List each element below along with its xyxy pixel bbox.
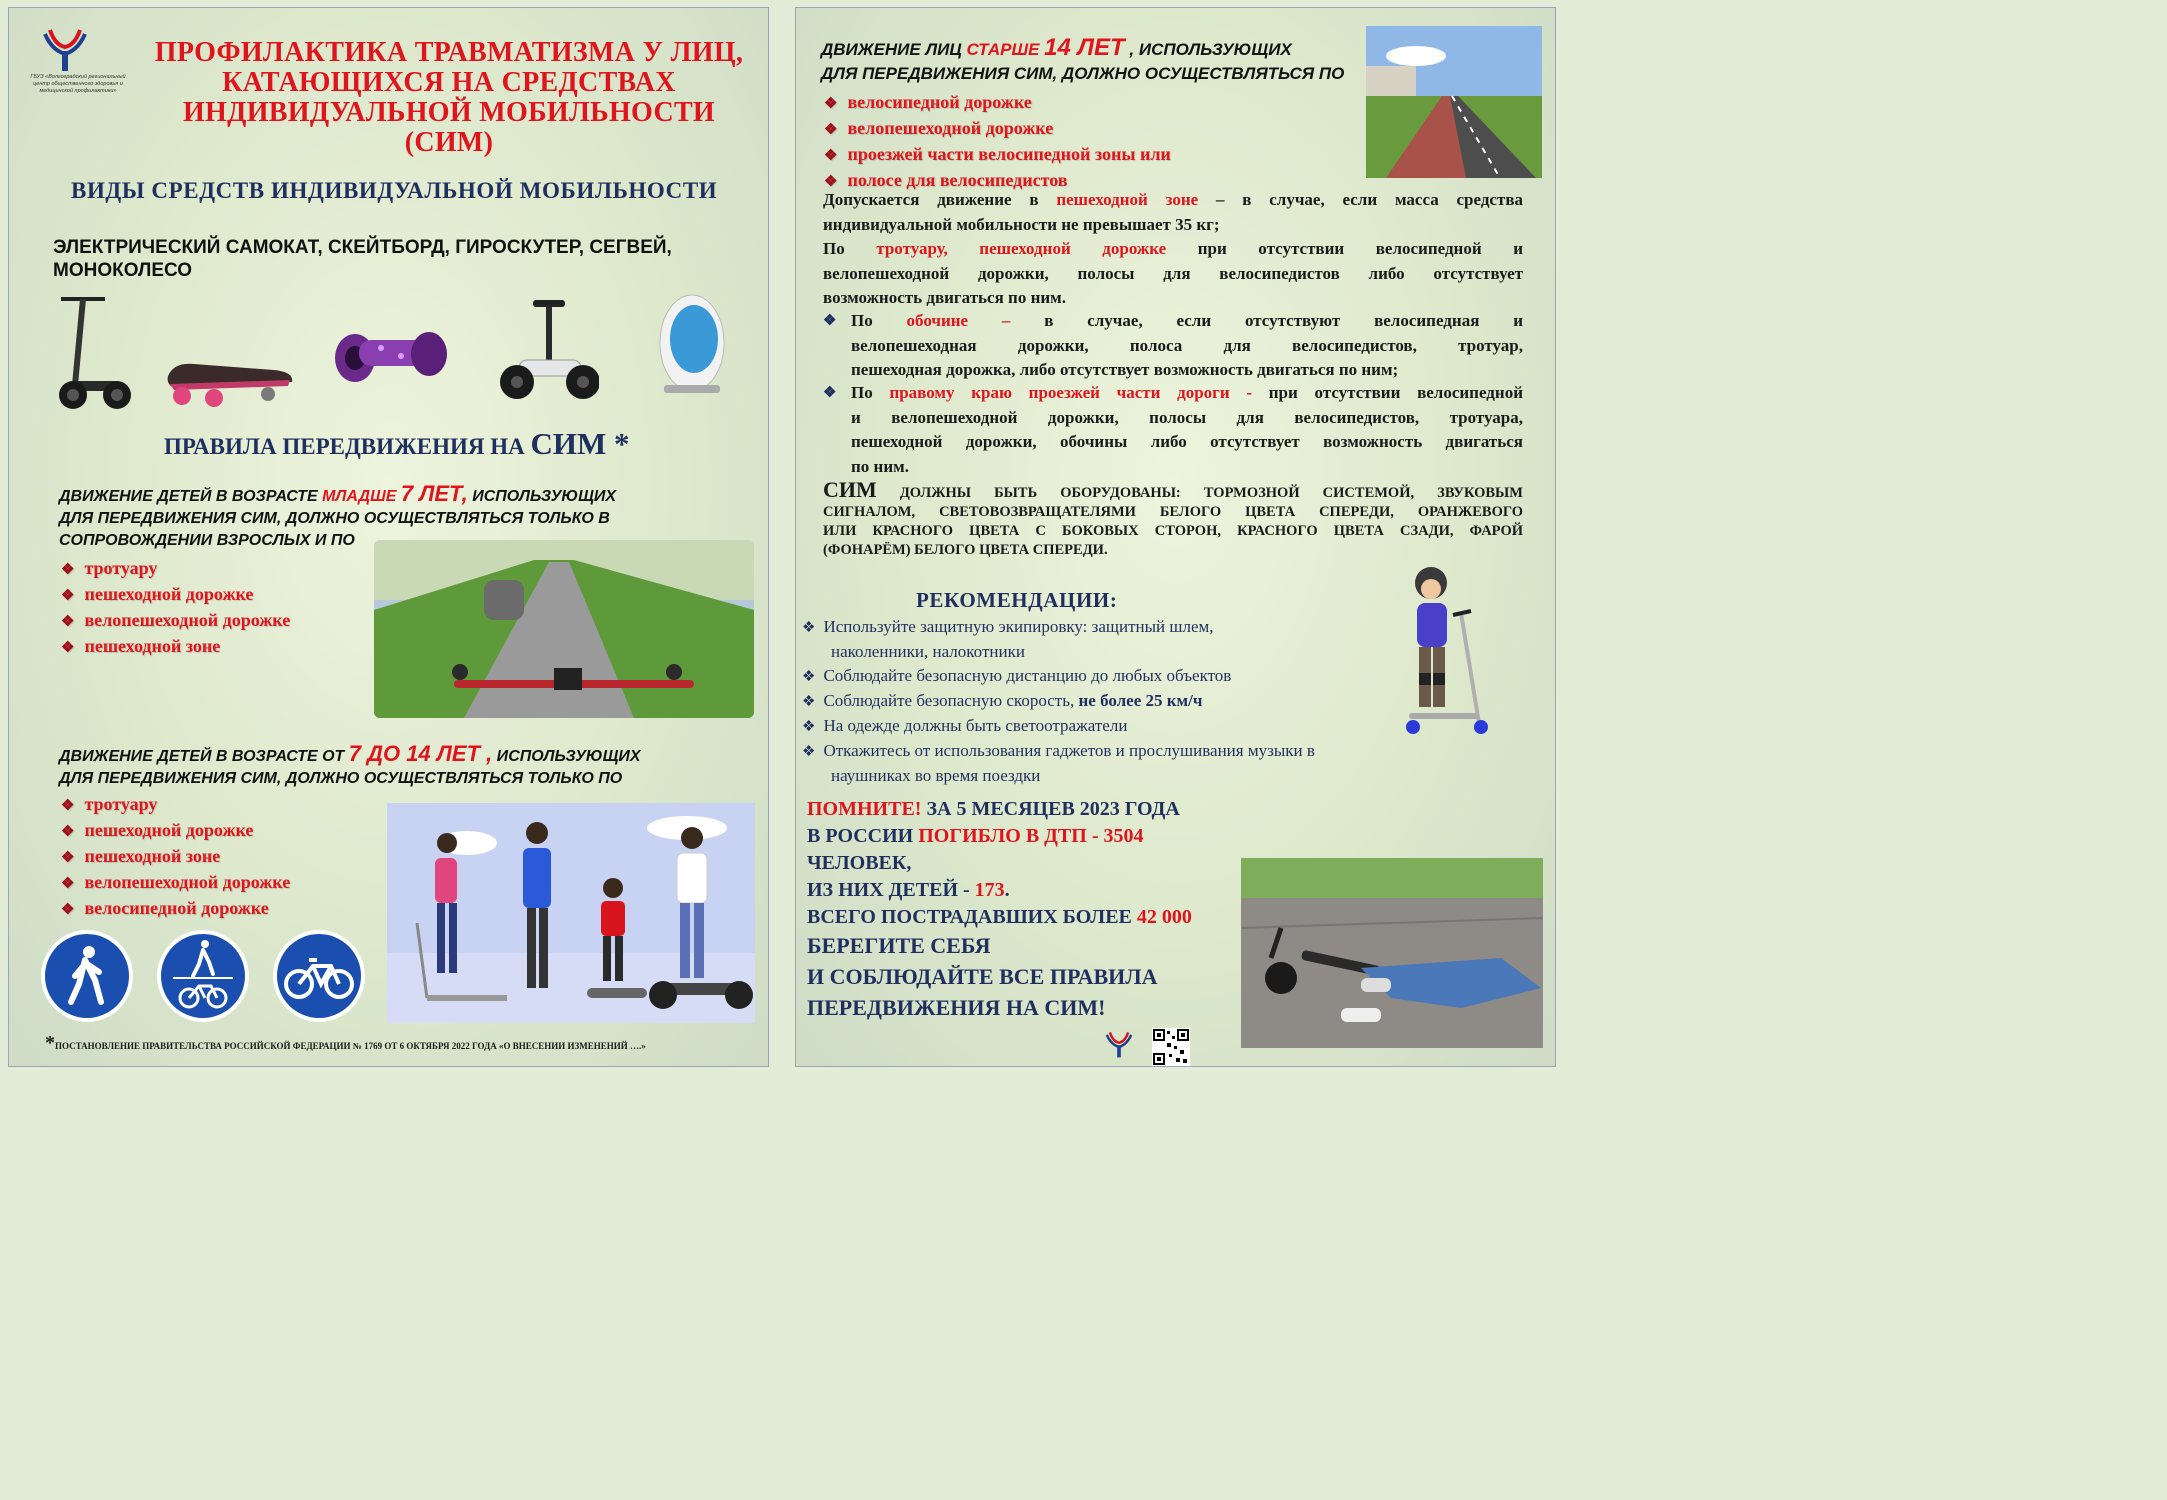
over14-list (824, 90, 1171, 194)
list-item: ❖ пешеходной дорожке (61, 820, 254, 840)
list-item: ❖ Соблюдайте безопасную скорость, не более 25 км/ч (802, 691, 1203, 710)
statistics-block: ПОМНИТЕ! ЗА 5 МЕСЯЦЕВ 2023 ГОДА В РОССИИ ПОГИБЛО В ДТП - 3504 ЧЕЛОВЕК, ИЗ НИХ ДЕТЕЙ - 173. ВСЕГО ПОСТРАДАВШИХ БОЛЕЕ 42 000 (807, 798, 1192, 928)
recommendations-title: РЕКОМЕНДАЦИИ: (916, 588, 1118, 612)
age7to14-heading: ДВИЖЕНИЕ ДЕТЕЙ В ВОЗРАСТЕ ОТ 7 ДО 14 ЛЕТ , ИСПОЛЬЗУЮЩИХ ДЛЯ ПЕРЕДВИЖЕНИЯ СИМ, ДОЛЖНО ОСУЩЕСТВЛЯТЬСЯ ТОЛЬКО ПО (59, 741, 641, 787)
riders-illustration (387, 803, 755, 1023)
pedestrian-road-sign-icon (39, 928, 135, 1024)
list-item: ❖ Откажитесь от использования гаджетов и прослушивания музыки в (802, 741, 1315, 760)
under7-heading: ДВИЖЕНИЕ ДЕТЕЙ В ВОЗРАСТЕ МЛАДШЕ 7 ЛЕТ, ИСПОЛЬЗУЮЩИХ ДЛЯ ПЕРЕДВИЖЕНИЯ СИМ, ДОЛЖНО ОСУЩЕСТВЛЯТЬСЯ ТОЛЬКО В СОПРОВОЖДЕНИИ ВЗРОСЛЫХ И ПО (59, 481, 617, 549)
shared-path-sign-icon (155, 928, 251, 1024)
list-item: ❖ пешеходной дорожке (61, 584, 254, 604)
list-item: ❖ велопешеходной дорожке (61, 872, 291, 892)
electric-scooter-image (53, 293, 133, 415)
pedestrian-zone-paragraph: Допускается движение в пешеходной зоне – в случае, если масса средства индивидуальной мобильности не превышает 35 кг; (823, 190, 1523, 234)
list-item: ❖ велосипедной дорожке (824, 92, 1032, 112)
list-item-continued: наушниках во время поездки (831, 766, 1041, 785)
segway-image (499, 298, 599, 408)
skateboard-image (164, 348, 299, 413)
path-photo (374, 540, 754, 718)
sidewalk-paragraph: По тротуару, пешеходной дорожке при отсутствии велосипедной и велопешеходной дорожки, полосы для велосипедистов либо отсутствует возможность двигаться по ним. (823, 239, 1523, 307)
list-item: ❖ тротуару (61, 794, 158, 814)
right-edge-bullet: ❖ По правому краю проезжей части дороги - при отсутствии велосипедной и велопешеходной дорожки, полосы для велосипедистов, тротуара, пешеходной дорожки, обочины либо отсутствует возможность двигаться по ним. (823, 383, 1523, 476)
list-item: ❖ велопешеходной дорожке (824, 118, 1054, 138)
equipment-paragraph: СИМ ДОЛЖНЫ БЫТЬ ОБОРУДОВАНЫ: ТОРМОЗНОЙ СИСТЕМОЙ, ЗВУКОВЫМ СИГНАЛОМ, СВЕТОВОЗВРАЩАТЕЛЯМИ БЕЛОГО ЦВЕТА СПЕРЕДИ, ОРАНЖЕВОГО ИЛИ КРАСНОГО ЦВЕТА С БОКОВЫХ СТОРОН, КРАСНОГО ЦВЕТА СЗАДИ, ФАРОЙ (ФОНАРЁМ) БЕЛОГО ЦВЕТА СПЕРЕДИ. (823, 477, 1523, 558)
monowheel-image (654, 293, 729, 403)
under7-list (61, 556, 290, 660)
list-item: ❖ На одежде должны быть светоотражатели (802, 716, 1128, 735)
list-item: ❖ пешеходной зоне (61, 846, 221, 866)
qr-code-icon[interactable] (1152, 1028, 1190, 1066)
list-item: ❖ велопешеходной дорожке (61, 610, 291, 630)
right-panel (795, 7, 1556, 1067)
hoverboard-image (331, 326, 451, 386)
child-scooter-image (1401, 563, 1496, 743)
list-item-continued: наколенники, налокотники (831, 642, 1025, 661)
recommendations-list (802, 615, 1462, 788)
roadside-bullet: ❖ По обочине – в случае, если отсутствуют велосипедная и велопешеходная дорожки, полоса для велосипедистов, тротуар, пешеходная дорожка, либо отсутствует возможность двигаться по ним; (823, 311, 1523, 379)
org-logo (41, 26, 89, 72)
rules-title: ПРАВИЛА ПЕРЕДВИЖЕНИЯ НА СИМ * (164, 426, 630, 461)
org-caption: ГБУЗ «Волгоградский региональный центр общественного здоровья и медицинской профилактики» (30, 74, 126, 94)
list-item: ❖ Соблюдайте безопасную дистанцию до любых объектов (802, 666, 1232, 685)
list-item: ❖ полосе для велосипедистов (824, 170, 1068, 190)
kinds-list: ЭЛЕКТРИЧЕСКИЙ САМОКАТ, СКЕЙТБОРД, ГИРОСКУТЕР, СЕГВЕЙ, МОНОКОЛЕСО (53, 237, 672, 281)
bicycle-path-sign-icon (271, 928, 367, 1024)
age7to14-list (61, 792, 290, 922)
kinds-title: ВИДЫ СРЕДСТВ ИНДИВИДУАЛЬНОЙ МОБИЛЬНОСТИ (71, 178, 718, 203)
accident-photo (1241, 858, 1543, 1048)
list-item: ❖ Используйте защитную экипировку: защитный шлем, (802, 617, 1214, 636)
footnote: *ПОСТАНОВЛЕНИЕ ПРАВИТЕЛЬСТВА РОССИЙСКОЙ ФЕДЕРАЦИИ № 1769 ОТ 6 ОКТЯБРЯ 2022 ГОДА «О ВНЕСЕНИИ ИЗМЕНЕНИЙ ….» (45, 1032, 646, 1054)
closing-message: БЕРЕГИТЕ СЕБЯ И СОБЛЮДАЙТЕ ВСЕ ПРАВИЛА ПЕРЕДВИЖЕНИЯ НА СИМ! (807, 933, 1158, 1020)
list-item: ❖ тротуару (61, 558, 158, 578)
list-item: ❖ велосипедной дорожке (61, 898, 269, 918)
list-item: ❖ проезжей части велосипедной зоны или (824, 144, 1171, 164)
left-panel (8, 7, 769, 1067)
org-logo-small (1101, 1030, 1137, 1058)
over14-heading: ДВИЖЕНИЕ ЛИЦ СТАРШЕ 14 ЛЕТ , ИСПОЛЬЗУЮЩИХ ДЛЯ ПЕРЕДВИЖЕНИЯ СИМ, ДОЛЖНО ОСУЩЕСТВЛЯТЬСЯ ПО (821, 34, 1345, 83)
list-item: ❖ пешеходной зоне (61, 636, 221, 656)
page-title: ПРОФИЛАКТИКА ТРАВМАТИЗМА У ЛИЦ, КАТАЮЩИХСЯ НА СРЕДСТВАХ ИНДИВИДУАЛЬНОЙ МОБИЛЬНОСТИ (СИМ) (154, 37, 744, 158)
bike-lane-photo (1366, 26, 1542, 178)
